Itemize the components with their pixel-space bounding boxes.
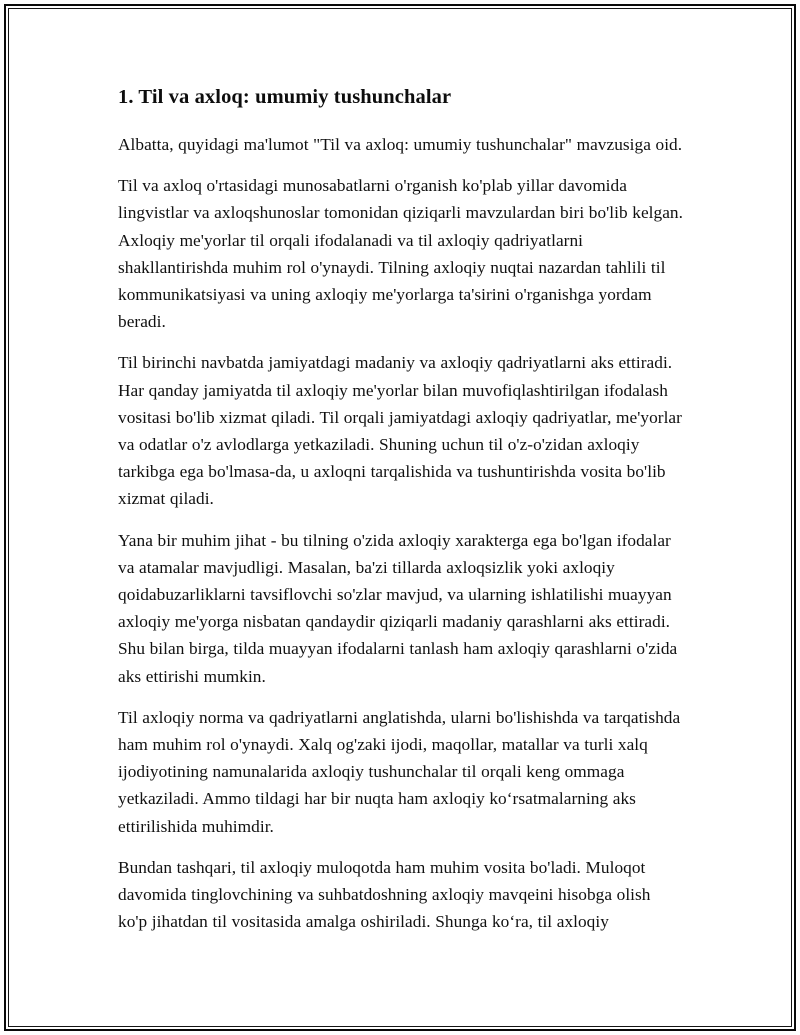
paragraph-1: Albatta, quyidagi ma'lumot "Til va axloq: umumiy tushunchalar" mavzusiga oid.: [118, 135, 683, 154]
paragraph-5: Til axloqiy norma va qadriyatlarni anglatishda, ularni bo'lishishda va tarqatishda ham muhim rol o'ynaydi. Xalq og'zaki ijodi, maqollar, matallar va turli xalq ijodiyotining namunalarida axloqiy tushunchalar til orqali keng ommaga yetkaziladi. Ammo tildagi har bir nuqta ham axloqiy koʻrsatmalarning aks ettirilishida muhimdir.: [118, 707, 681, 836]
paragraph-6: Bundan tashqari, til axloqiy muloqotda ham muhim vosita bo'ladi. Muloqot davomida tinglovchining va suhbatdoshning axloqiy mavqeini hisobga olish ko'p jihatdan til vositasida amalga oshiriladi. Shunga koʻra, til axloqiy: [118, 857, 651, 932]
document-body: [118, 84, 684, 935]
page-title: 1. Til va axloq: umumiy tushunchalar: [118, 86, 452, 108]
paragraph-3: Til birinchi navbatda jamiyatdagi madaniy va axloqiy qadriyatlarni aks ettiradi. Har qanday jamiyatda til axloqiy me'yorlar bilan muvofiqlashtirilgan ifodalash vositasi bo'lib xizmat qiladi. Til orqali jamiyatdagi axloqiy qadriyatlar, me'yorlar va odatlar o'z avlodlarga yetkaziladi. Shuning uchun til o'z-o'zidan axloqiy tarkibga ega bo'lmasa-da, u axloqni tarqalishida va tushuntirishda vosita bo'lib xizmat qiladi.: [118, 353, 682, 509]
paragraph-2: Til va axloq o'rtasidagi munosabatlarni o'rganish ko'plab yillar davomida lingvistlar va axloqshunoslar tomonidan qiziqarli mavzulardan biri bo'lib kelgan. Axloqiy me'yorlar til orqali ifodalanadi va til axloqiy qadriyatlarni shakllantirishda muhim rol o'ynaydi. Tilning axloqiy nuqtai nazardan tahlili til kommunikatsiyasi va uning axloqiy me'yorlarga ta'sirini o'rganishga yordam beradi.: [118, 176, 683, 332]
paragraph-4: Yana bir muhim jihat - bu tilning o'zida axloqiy xarakterga ega bo'lgan ifodalar va atamalar mavjudligi. Masalan, ba'zi tillarda axloqsizlik yoki axloqiy qoidabuzarliklarni tavsiflovchi so'zlar mavjud, va ularning ishlatilishi muayyan axloqiy me'yorga nisbatan qandaydir qiziqarli madaniy qarashlarni aks ettiradi. Shu bilan birga, tilda muayyan ifodalarni tanlash ham axloqiy qarashlarni o'zida aks ettirishi mumkin.: [118, 530, 678, 686]
